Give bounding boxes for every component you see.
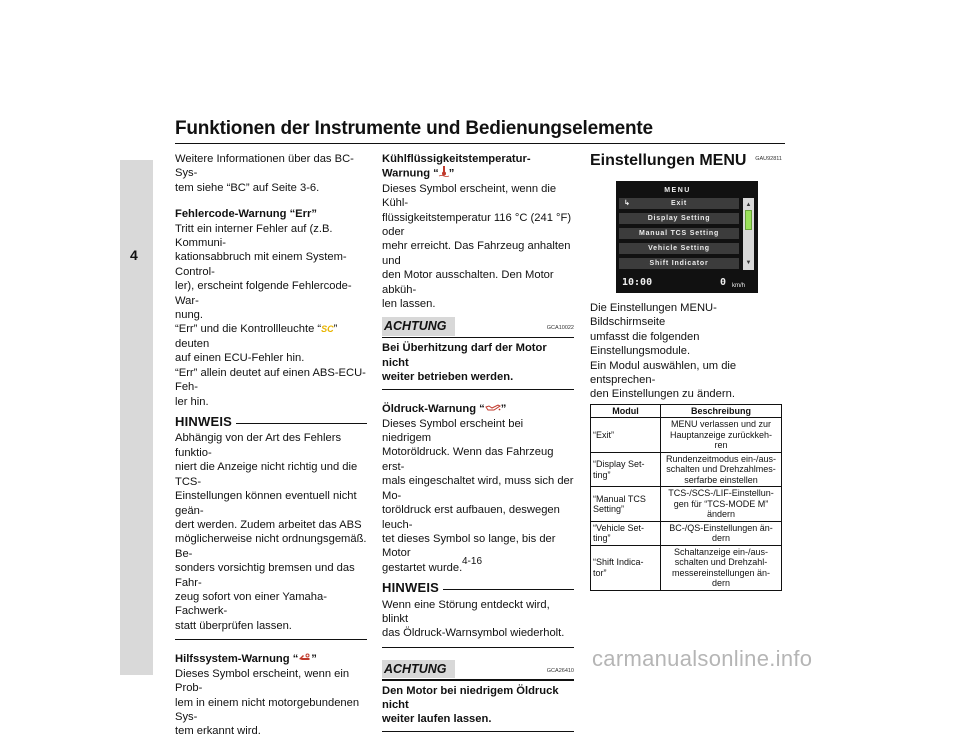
hinweis-line: niert die Anzeige nicht richtig und die TCS-	[175, 461, 358, 488]
err-line: kationsabbruch mit einem System-Control-	[175, 251, 347, 278]
chapter-number: 4	[130, 247, 138, 263]
hinweis-line: statt überprüfen lassen.	[175, 619, 292, 632]
achtung-text-line: weiter betrieben werden.	[382, 371, 514, 384]
table-row	[591, 452, 782, 487]
table-cell-modul: “Exit”	[591, 418, 661, 453]
table-row	[591, 545, 782, 590]
kuehl-heading-1: Kühlflüssigkeitstemperatur-	[382, 153, 531, 165]
oel-line: gestartet wurde.	[382, 561, 463, 574]
kuehl-heading-post: ”	[448, 168, 455, 181]
table-cell-modul: “Vehicle Set- ting”	[591, 521, 661, 545]
err-line: nung.	[175, 309, 203, 322]
hilfs-heading-pre: Hilfssystem-Warnung “	[175, 653, 299, 666]
table-cell-desc: BC-/QS-Einstellungen än- dern	[661, 521, 782, 545]
hinweis-line: möglicherweise nicht ordnungsgemäß. Be-	[175, 533, 367, 560]
oel-line: Motoröldruck. Wenn das Fahrzeug erst-	[382, 446, 554, 473]
err-line-sc	[175, 322, 367, 351]
oel-line: toröldruck erst aufbauen, deswegen leuch-	[382, 504, 560, 531]
hinweis-line: Wenn eine Störung entdeckt wird, blinkt	[382, 598, 550, 625]
lcd-item-exit	[619, 198, 739, 209]
hinweis-line: sonders vorsichtig bremsen und das Fahr-	[175, 562, 355, 589]
section-header	[590, 152, 782, 176]
oel-heading-post: ”	[500, 403, 507, 416]
lcd-speed-unit: km/h	[732, 283, 746, 289]
lcd-item-manual-tcs: Manual TCS Setting	[619, 228, 739, 239]
table-header-beschreibung: Beschreibung	[661, 404, 782, 418]
page-number: 4-16	[462, 556, 483, 567]
menu-display-illustration	[616, 181, 758, 293]
page-title: Funktionen der Instrumente und Bedienungselemente	[175, 118, 653, 139]
achtung-text-1	[382, 338, 574, 388]
err-heading: Fehlercode-Warnung “Err”	[175, 208, 317, 221]
oil-pressure-icon	[485, 402, 501, 416]
lcd-item-vehicle-setting: Vehicle Setting	[619, 243, 739, 254]
column-2	[382, 152, 574, 732]
oel-line: Dieses Symbol erscheint bei niedrigem	[382, 417, 524, 445]
achtung-code-2: GCA26410	[546, 667, 574, 674]
oel-line: mals eingeschaltet wird, muss sich der Mo-	[382, 475, 574, 502]
auxiliary-system-warning-icon	[298, 652, 311, 666]
kuehl-line: len lassen.	[382, 298, 436, 311]
err-line-sc-pre: “Err” und die Kontrollleuchte “	[175, 323, 322, 336]
hilfs-line: Dieses Symbol erscheint, wenn ein Prob-	[175, 667, 350, 695]
desc-line: umfasst die folgenden Einstellungsmodule.	[590, 330, 700, 358]
hilfs-line: tem erkannt wird.	[175, 725, 261, 738]
kuehl-line: flüssigkeitstemperatur 116 °C (241 °F) oder	[382, 211, 572, 239]
desc-line: den Einstellungen zu ändern.	[590, 388, 735, 401]
kuehl-line: den Motor ausschalten. Den Motor abküh-	[382, 269, 554, 296]
achtung-header-1	[382, 317, 574, 335]
hinweis-label-2: HINWEIS	[382, 580, 440, 596]
hinweis-line: dert werden. Zudem arbeitet das ABS	[175, 518, 362, 531]
lcd-speed: 0	[720, 277, 727, 288]
section-title: Einstellungen MENU	[590, 152, 747, 169]
intro-line-1: Weitere Informationen über das BC-Sys-	[175, 153, 354, 180]
table-cell-modul: “Display Set- ting”	[591, 452, 661, 487]
lcd-status-bar	[616, 276, 758, 290]
hinweis-line: Einstellungen können eventuell nicht geän-	[175, 490, 357, 517]
oel-heading	[382, 402, 574, 417]
achtung-label-2: ACHTUNG	[382, 660, 455, 678]
table-cell-desc: TCS-/SCS-/LIF-Einstellun- gen für “TCS-MODE M” ändern	[661, 487, 782, 522]
achtung-text-line: Bei Überhitzung darf der Motor nicht	[382, 342, 547, 369]
scroll-down-icon: ▼	[745, 259, 752, 266]
table-cell-modul: “Manual TCS Setting”	[591, 487, 661, 522]
err-line: Tritt ein interner Fehler auf (z.B. Kommuni-	[175, 222, 333, 250]
coolant-temperature-icon	[439, 166, 449, 181]
kuehl-heading-2	[382, 166, 574, 181]
table-header-modul: Modul	[591, 404, 661, 418]
table-cell-modul: “Shift Indica- tor”	[591, 545, 661, 590]
err-line: auf einen ECU-Fehler hin.	[175, 352, 305, 365]
table-row	[591, 487, 782, 522]
achtung-label-1: ACHTUNG	[382, 317, 455, 335]
column-1	[175, 152, 367, 739]
intro-line-2: tem siehe “BC” auf Seite 3-6.	[175, 181, 320, 194]
achtung-header-2	[382, 660, 574, 678]
hinweis-line: zeug sofort von einer Yamaha-Fachwerk-	[175, 590, 327, 618]
hinweis-line: Abhängig von der Art des Fehlers funktio-	[175, 432, 342, 459]
column-3	[590, 152, 782, 591]
exit-arrow-icon: ↳	[624, 200, 631, 207]
achtung-text-2	[382, 681, 574, 731]
kuehl-heading-pre: Warnung “	[382, 168, 439, 181]
lcd-scrollbar	[743, 198, 754, 270]
hinweis-header-2	[382, 581, 574, 595]
lcd-item-label: Exit	[670, 200, 688, 207]
lcd-menu-title: MENU	[664, 187, 691, 194]
err-line-sc-post: ” deuten	[175, 323, 338, 351]
scroll-thumb	[745, 210, 752, 230]
desc-line: Die Einstellungen MENU-Bildschirmseite	[590, 302, 717, 329]
oel-line: tet dieses Symbol so lange, bis der Motor	[382, 532, 556, 560]
title-rule	[175, 143, 785, 144]
sc-warning-icon: SC	[321, 324, 334, 335]
hilfs-heading-post: ”	[311, 653, 317, 666]
table-cell-desc: Schaltanzeige ein-/aus- schalten und Drehzahl- messereinstellungen än- dern	[661, 545, 782, 590]
achtung-text-line: weiter laufen lassen.	[382, 713, 492, 726]
chapter-tab	[120, 160, 153, 675]
hilfs-heading	[175, 652, 367, 667]
hinweis-label: HINWEIS	[175, 414, 233, 430]
lcd-item-display-setting: Display Setting	[619, 213, 739, 224]
err-line: ler), erscheint folgende Fehlercode-War-	[175, 280, 352, 307]
err-line: “Err” allein deutet auf einen ABS-ECU-Feh-	[175, 366, 366, 394]
scroll-up-icon: ▲	[745, 202, 752, 208]
table-cell-desc: MENU verlassen und zur Hauptanzeige zurückkeh- ren	[661, 418, 782, 453]
section-code: GAU92811	[755, 156, 782, 162]
kuehl-line: Dieses Symbol erscheint, wenn die Kühl-	[382, 182, 557, 210]
kuehl-line: mehr erreicht. Das Fahrzeug anhalten und	[382, 240, 571, 267]
desc-line: Ein Modul auswählen, um die entsprechen-	[590, 359, 737, 387]
hinweis-line: das Öldruck-Warnsymbol wiederholt.	[382, 627, 565, 640]
oel-heading-pre: Öldruck-Warnung “	[382, 403, 485, 416]
module-table	[590, 404, 782, 591]
hilfs-line: lem in einem nicht motorgebundenen Sys-	[175, 696, 360, 723]
achtung-code-1: GCA10022	[546, 325, 574, 332]
hinweis-header	[175, 415, 367, 429]
lcd-clock: 10:00	[622, 277, 653, 288]
table-row	[591, 521, 782, 545]
lcd-item-shift-indicator: Shift Indicator	[619, 258, 739, 269]
table-cell-desc: Rundenzeitmodus ein-/aus- schalten und Drehzahlmes- serfarbe einstellen	[661, 452, 782, 487]
achtung-text-line: Den Motor bei niedrigem Öldruck nicht	[382, 684, 559, 712]
table-row	[591, 418, 782, 453]
err-line: ler hin.	[175, 395, 209, 408]
watermark: carmanualsonline.info	[592, 646, 813, 671]
